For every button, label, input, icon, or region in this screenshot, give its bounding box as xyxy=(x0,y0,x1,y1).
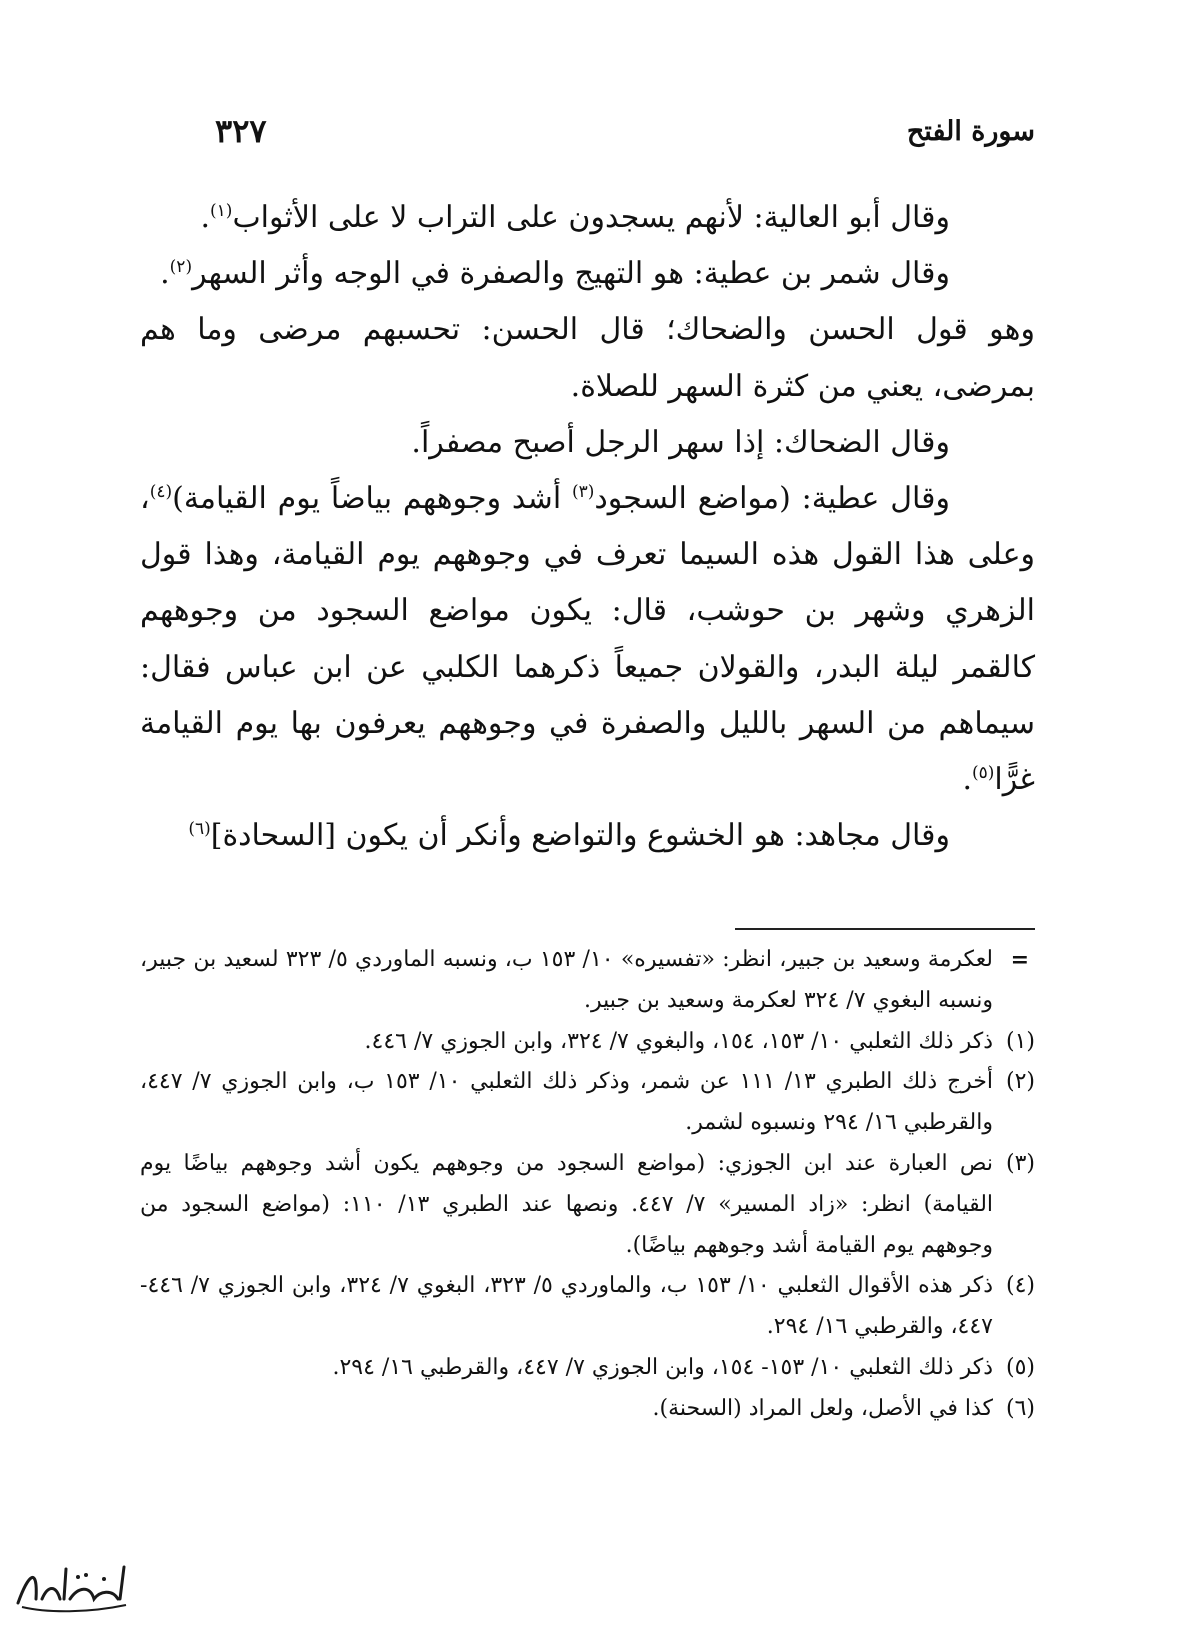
page-header xyxy=(215,112,1035,162)
footnote-ref-2: (٢) xyxy=(169,257,193,278)
footnote-text: لعكرمة وسعيد بن جبير، انظر: «تفسيره» ١٠/ ١٥٣ ب، ونسبه الماوردي ٥/ ٣٢٣ لسعيد بن جبير، ونسبه البغوي ٧/ ٣٢٤ لعكرمة وسعيد بن جبير. xyxy=(140,947,994,1013)
footnote-number: (٢) xyxy=(1005,1069,1035,1095)
footnote-ref-5: (٥) xyxy=(972,763,995,784)
paragraph-end: . xyxy=(160,256,170,292)
footnote-text: ذكر هذه الأقوال الثعلبي ١٠/ ١٥٣ ب، والماوردي ٥/ ٣٢٣، البغوي ٧/ ٣٢٤، وابن الجوزي ٧/ ٤٤٦- ٤٤٧، والقرطبي ١٦/ ٢٩٤. xyxy=(140,1273,994,1340)
footnote-5 xyxy=(140,1348,1035,1389)
continuation-marker: = xyxy=(1010,947,1029,973)
footnote-3 xyxy=(140,1144,1035,1266)
footnotes xyxy=(140,940,1035,1430)
footnote-number: (١) xyxy=(1005,1028,1035,1054)
footnote-divider xyxy=(735,928,1035,930)
footnote-2 xyxy=(140,1062,1035,1144)
footnote-ref-1: (١) xyxy=(210,201,233,221)
paragraph-dahhak: وقال الضحاك: إذا سهر الرجل أصبح مصفراً. xyxy=(411,424,950,460)
footnote-ref-3: (٣) xyxy=(572,482,595,503)
footnote-text: أخرج ذلك الطبري ١٣/ ١١١ عن شمر، وذكر ذلك الثعلبي ١٠/ ١٥٣ ب، وابن الجوزي ٧/ ٤٤٧، والقرطبي ١٦/ ٢٩٤ ونسبوه لشمر. xyxy=(140,1069,993,1136)
main-text xyxy=(140,190,1035,864)
paragraph-hasan: وهو قول الحسن والضحاك؛ قال الحسن: تحسبهم مرضى وما هم بمرضى، يعني من كثرة السهر للصلاة. xyxy=(140,312,1035,404)
paragraph-shimr xyxy=(140,246,1035,302)
footnote-ref-4: (٤) xyxy=(149,482,173,503)
footnote-number: (٦) xyxy=(1005,1395,1035,1421)
footnote-number: (٤) xyxy=(1005,1273,1035,1299)
calligraphy-logo xyxy=(8,1555,136,1617)
footnote-1 xyxy=(140,1022,1035,1063)
footnote-text: ذكر ذلك الثعلبي ١٠/ ١٥٣- ١٥٤، وابن الجوزي ٧/ ٤٤٧، والقرطبي ١٦/ ٢٩٤. xyxy=(332,1354,993,1380)
surah-title: سورة الفتح xyxy=(906,116,1035,147)
footnote-text: ذكر ذلك الثعلبي ١٠/ ١٥٣، ١٥٤، والبغوي ٧/ ٣٢٤، وابن الجوزي ٧/ ٤٤٦. xyxy=(364,1028,993,1054)
footnote-number: (٥) xyxy=(1005,1354,1035,1380)
footnote-continued xyxy=(140,940,1035,1022)
paragraph-text: ، وعلى هذا القول هذه السيما تعرف في وجوههم يوم القيامة، وهذا قول الزهري وشهر بن حوشب، قال: يكون مواضع السجود من وجوههم كالقمر ليلة البدر، والقولان جميعاً ذكرهما الكلبي عن ابن عباس فقال: سيماهم من السهر بالليل والصفرة في وجوههم يعرفون بها يوم القيامة غرًّا xyxy=(140,481,1035,798)
paragraph-abu-aliya xyxy=(140,190,1035,246)
footnote-number: (٣) xyxy=(1005,1150,1035,1176)
paragraph-text: وقال عطية: (مواضع السجود xyxy=(594,481,950,517)
footnote-text: نص العبارة عند ابن الجوزي: (مواضع السجود من وجوههم يكون أشد وجوههم بياضًا يوم القيامة) انظر: «زاد المسير» ٧/ ٤٤٧. ونصها عند الطبري ١٣/ ١١٠: (مواضع السجود من وجوههم يوم القيامة أشد وجوههم بياضًا). xyxy=(140,1150,994,1258)
paragraph-text: وقال مجاهد: هو الخشوع والتواضع وأنكر أن يكون [السحادة] xyxy=(210,818,950,854)
paragraph-mujahid xyxy=(140,808,1035,864)
paragraph-end: . xyxy=(962,762,972,798)
footnote-6 xyxy=(140,1389,1035,1430)
footnote-ref-6: (٦) xyxy=(188,819,211,840)
paragraph-text: أشد وجوههم بياضاً يوم القيامة) xyxy=(172,481,572,517)
paragraph-text: وقال شمر بن عطية: هو التهيج والصفرة في الوجه وأثر السهر xyxy=(192,256,950,292)
paragraph-end: . xyxy=(200,200,211,235)
footnote-text: كذا في الأصل، ولعل المراد (السحنة). xyxy=(652,1395,993,1421)
page-number: ٣٢٧ xyxy=(215,112,267,150)
footnote-4 xyxy=(140,1266,1035,1348)
paragraph-atiya xyxy=(140,471,1035,808)
paragraph-text: وقال أبو العالية: لأنهم يسجدون على التراب لا على الأثواب xyxy=(232,200,950,235)
